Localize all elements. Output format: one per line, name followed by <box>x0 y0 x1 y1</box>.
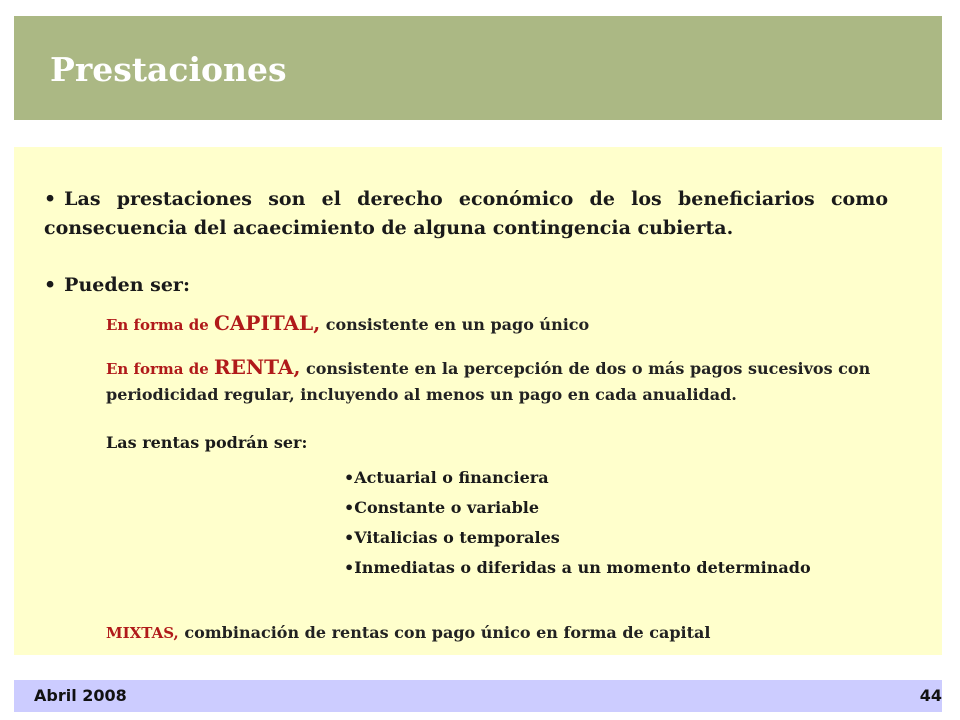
mixtas-keyword: MIXTAS, <box>106 624 179 642</box>
list-item: •Inmediatas o diferidas a un momento determinado <box>344 558 811 577</box>
list-item: •Constante o variable <box>344 498 540 517</box>
renta-line <box>106 354 896 408</box>
page-title: Prestaciones <box>50 50 287 89</box>
list-item: •Vitalicias o temporales <box>344 528 560 547</box>
renta-prefix: En forma de <box>106 360 214 378</box>
intro-text: Las prestaciones son el derecho económico de los beneficiarios como consecuencia del acaecimiento de alguna contingencia cubierta. <box>44 188 888 239</box>
renta-keyword: RENTA, <box>214 355 301 379</box>
capital-keyword: CAPITAL, <box>214 311 321 335</box>
types-heading <box>44 271 888 299</box>
capital-description: consistente en un pago único <box>320 315 590 334</box>
page-number: 44 <box>919 686 942 705</box>
footer-bar <box>14 680 942 712</box>
mixtas-line <box>106 623 710 642</box>
bullet-icon: • <box>44 188 57 210</box>
rentas-types-list <box>344 463 811 583</box>
capital-prefix: En forma de <box>106 316 214 334</box>
types-heading-text: Pueden ser: <box>64 274 190 296</box>
footer-date: Abril 2008 <box>34 686 127 705</box>
bullet-icon: • <box>44 274 57 296</box>
mixtas-description: combinación de rentas con pago único en forma de capital <box>178 623 711 642</box>
renta-description: consistente en la percepción de dos o más pagos sucesivos con periodicidad regular, incluyendo al menos un pago en cada anualidad. <box>106 359 871 404</box>
title-banner <box>14 16 942 120</box>
intro-paragraph <box>44 185 888 243</box>
content-panel <box>14 147 942 655</box>
rentas-label: Las rentas podrán ser: <box>106 433 308 452</box>
capital-line <box>106 311 589 335</box>
list-item: •Actuarial o financiera <box>344 468 549 487</box>
